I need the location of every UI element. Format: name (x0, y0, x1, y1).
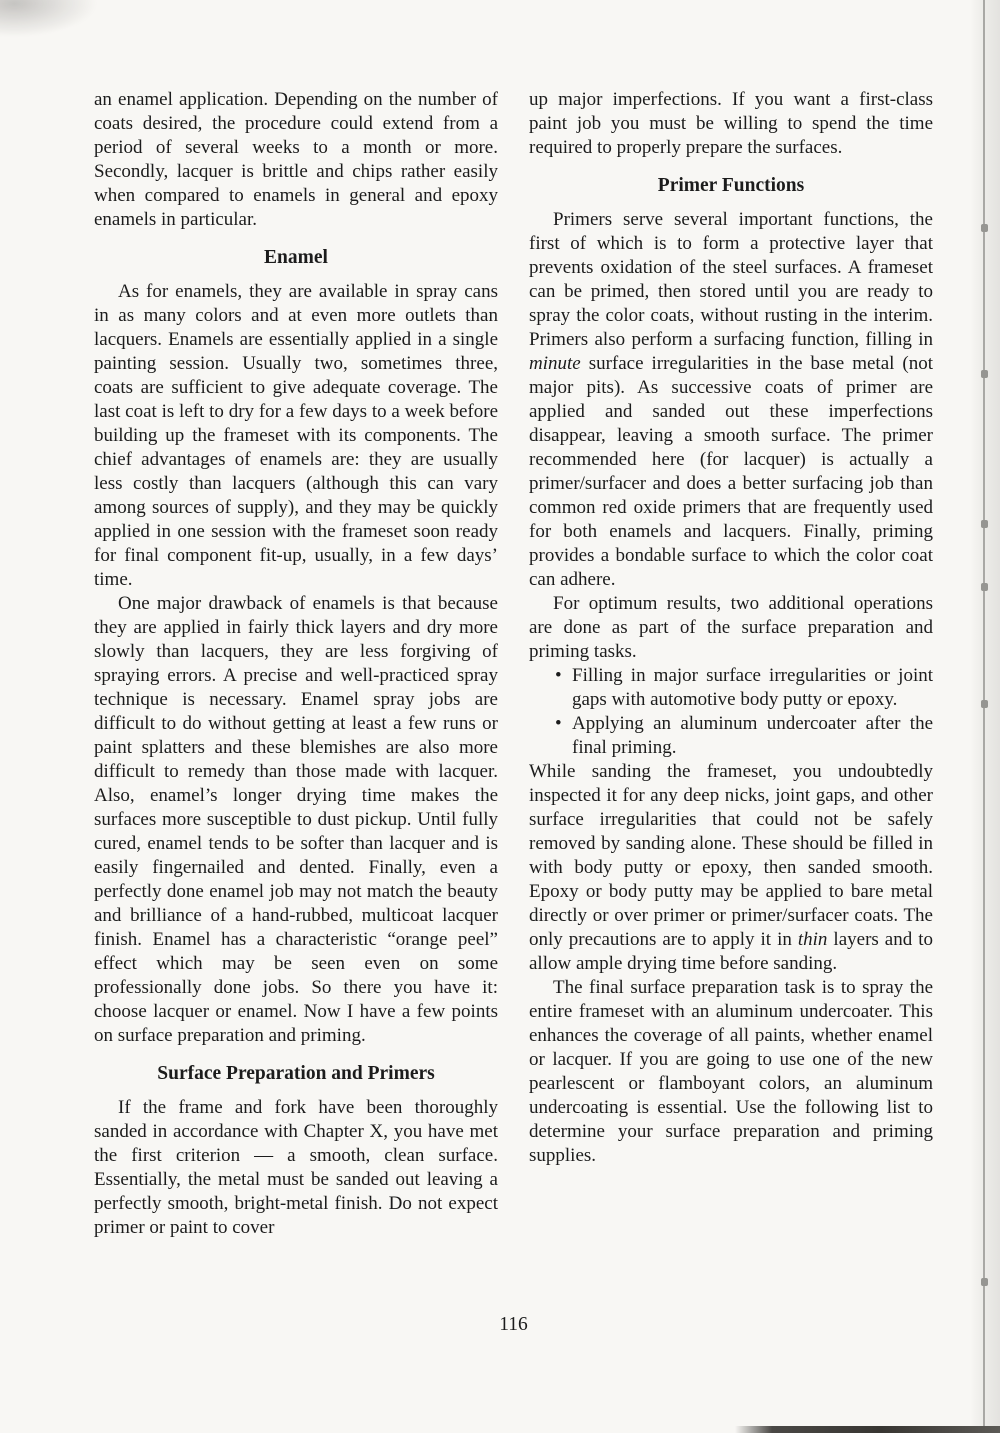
page-edge-shadow (970, 0, 1000, 1433)
paragraph-optimum-results: For optimum results, two additional operations are done as part of the surface preparation and priming tasks. (529, 593, 933, 662)
page-edge-tick (981, 224, 988, 232)
page-edge-tick (981, 520, 988, 528)
bullet-item-filling (555, 664, 933, 712)
paragraph-enamel-drawbacks: One major drawback of enamels is that because they are applied in fairly thick layers and dry more slowly than lacquers, they are less forgiving of spraying errors. A precise and well-practiced spray technique is necessary. Enamel spray jobs are difficult to do without getting at least a few runs or paint splatters and these blemishes are also more difficult to remedy than those made with lacquer. Also, enamel’s longer drying time makes the surfaces more susceptible to dust pickup. Until fully cured, enamel tends to be softer than lacquer and is easily fingernailed and dented. Finally, even a perfectly done enamel job may not match the beauty and brilliance of a hand-rubbed, multicoat lacquer finish. Enamel has a characteristic “orange peel” effect which may be seen even on some professionally done jobs. So there you have it: choose lacquer or enamel. Now I have a few points on surface preparation and priming. (94, 593, 498, 1046)
page-edge-tick (981, 370, 988, 378)
bullet-dot: • (555, 713, 562, 734)
bullet-dot: • (555, 665, 562, 686)
bullet-item-undercoater (555, 712, 933, 760)
heading-surface-preparation-and-primers: Surface Preparation and Primers (157, 1063, 435, 1084)
left-column (94, 88, 498, 1240)
bullet-list (529, 664, 933, 760)
paragraph-final-surface-prep: The final surface preparation task is to spray the entire frameset with an aluminum undercoater. This enhances the coverage of all paints, whether enamel or lacquer. If you are going to use one of the new pearlescent or flamboyant colors, an aluminum undercoating is essential. Use the following list to determine your surface preparation and priming supplies. (529, 977, 933, 1166)
page-edge-tick (981, 1278, 988, 1286)
paragraph-major-imperfections: up major imperfections. If you want a first-class paint job you must be willing to spend the time required to properly prepare the surfaces. (529, 89, 933, 158)
heading-primer-functions: Primer Functions (657, 175, 805, 196)
paragraph-enamels-overview: As for enamels, they are available in spray cans in as many colors and at even more outlets than lacquers. Enamels are essentially applied in a single painting session. Usually two, sometimes three, coats are sufficient to give adequate coverage. The last coat is left to dry for a few days to a week before building up the frameset with its components. The chief advantages of enamels are: they are usually less costly than lacquers (although this can vary among sources of supply), and they may be quickly applied in one session with the frameset soon ready for final component fit-up, usually, in a few days’ time. (94, 281, 498, 590)
page-edge-line (983, 0, 985, 1433)
page-number: 116 (499, 1314, 528, 1335)
page-edge-tick (981, 583, 988, 591)
bullet-item-text: Filling in major surface irregularities or joint gaps with automotive body putty or epoxy. (572, 665, 933, 710)
page-edge-tick (981, 700, 988, 708)
paragraph-frame-sanding: If the frame and fork have been thoroughly sanded in accordance with Chapter X, you have met the first criterion — a smooth, clean surface. Essentially, the metal must be sanded out leaving a perfectly smooth, bright-metal finish. Do not expect primer or paint to cover (94, 1097, 498, 1238)
scan-bottom-bar (735, 1426, 1000, 1433)
bullet-item-text: Applying an aluminum undercoater after the final priming. (572, 713, 933, 758)
scan-smudge-topleft (0, 0, 100, 38)
right-column (529, 88, 933, 1168)
heading-enamel: Enamel (264, 247, 328, 268)
paragraph-while-sanding: While sanding the frameset, you undoubtedly inspected it for any deep nicks, joint gaps, and other surface irregularities that could not be safely removed by sanding alone. These should be filled in with body putty or epoxy, then sanded smooth. Epoxy or body putty may be applied to bare metal directly or over primer or primer/surfacer coats. The only precautions are to apply it in thin layers and to allow ample drying time before sanding. (529, 761, 933, 974)
paragraph-enamel-application: an enamel application. Depending on the number of coats desired, the procedure could extend from a period of several weeks to a month or more. Secondly, lacquer is brittle and chips rather easily when compared to enamels in general and epoxy enamels in particular. (94, 89, 498, 230)
paragraph-primer-purpose: Primers serve several important functions, the first of which is to form a protective layer that prevents oxidation of the steel surfaces. A frameset can be primed, then stored until you are ready to spray the color coats, without rusting in the interim. Primers also perform a surfacing function, filling in minute surface irregularities in the base metal (not major pits). As successive coats of primer are applied and sanded out these imperfections disappear, leaving a smooth surface. The primer recommended here (for lacquer) is actually a primer/surfacer and does a better surfacing job than common red oxide primers that are frequently used for both enamels and lacquers. Finally, priming provides a bondable surface to which the color coat can adhere. (529, 209, 933, 590)
